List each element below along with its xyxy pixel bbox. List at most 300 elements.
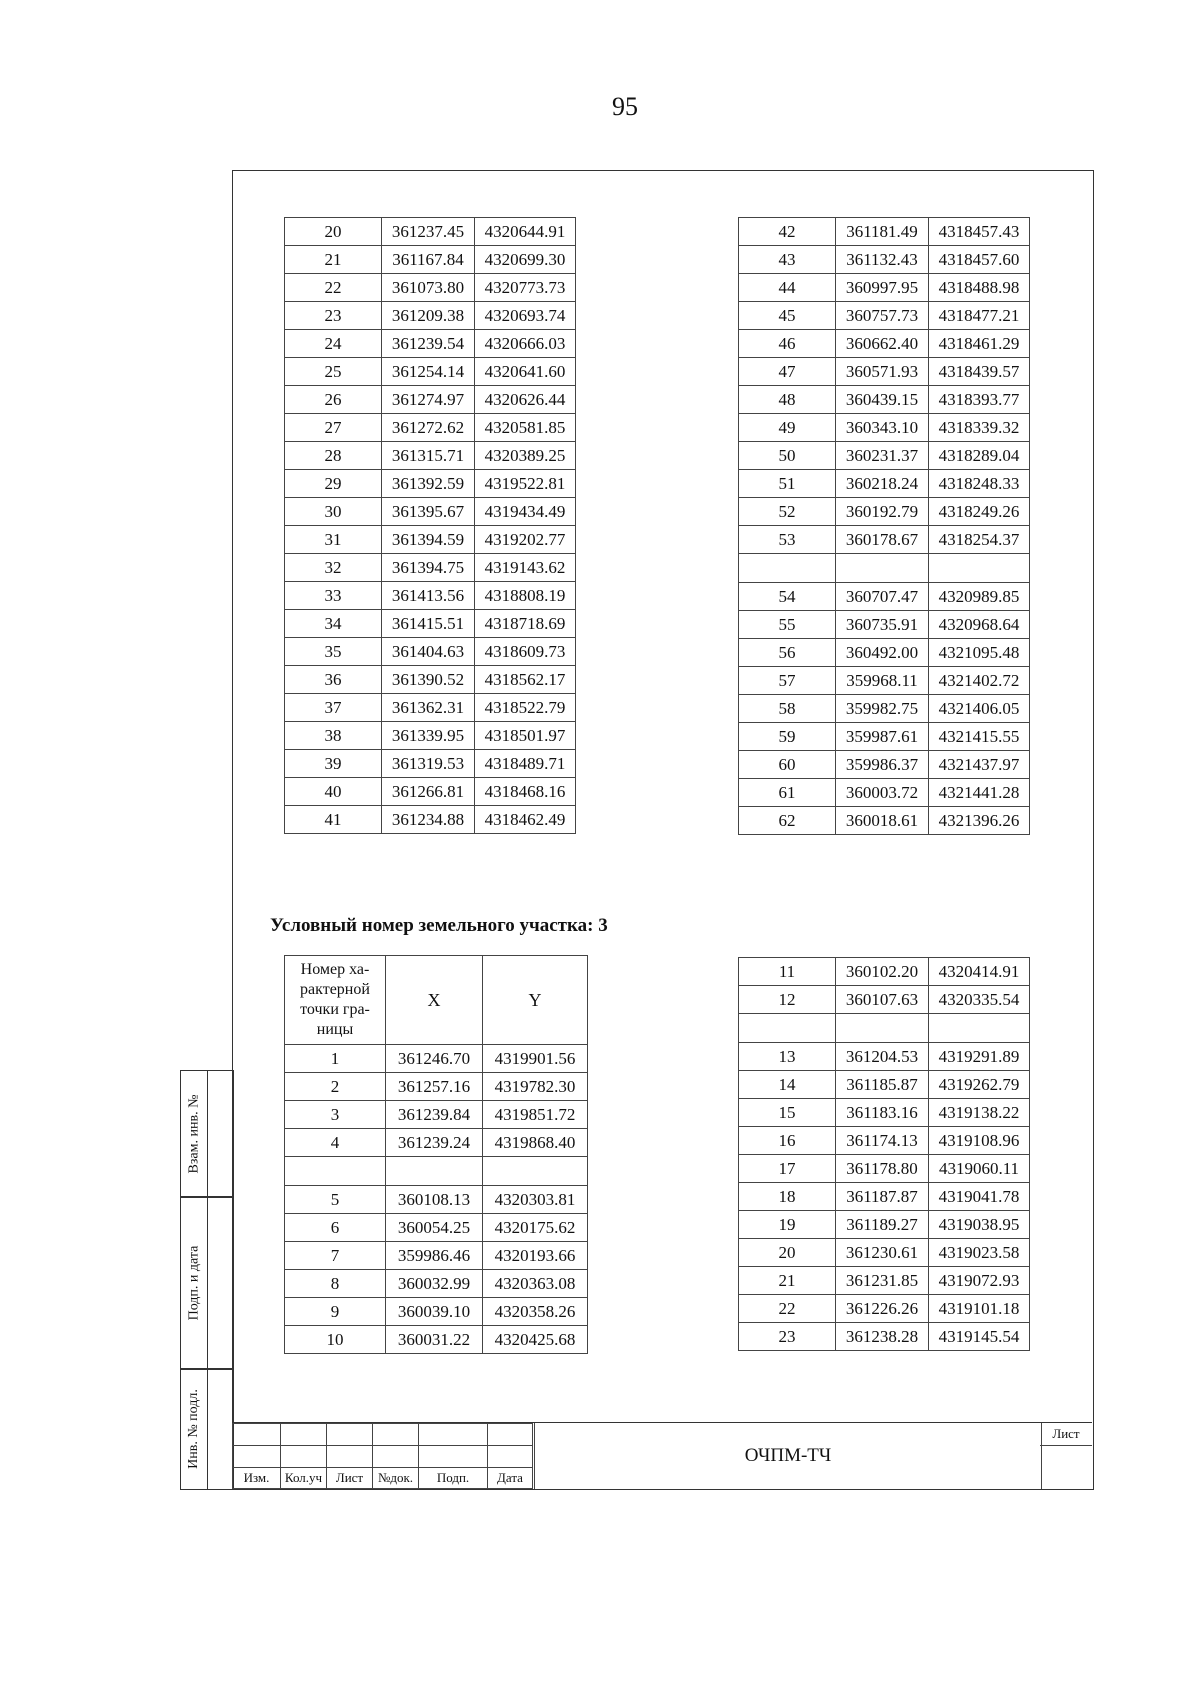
table-row [739,358,1030,386]
table-row [285,1298,588,1326]
x-coordinate-cell [836,554,929,583]
y-coordinate-cell: 4319868.40 [483,1129,588,1157]
x-coordinate-cell: 360003.72 [836,779,929,807]
point-number-cell: 38 [285,722,382,750]
point-number-cell: 36 [285,666,382,694]
point-number-cell: 51 [739,470,836,498]
y-coordinate-cell: 4320303.81 [483,1186,588,1214]
y-coordinate-cell: 4318468.16 [475,778,576,806]
x-coordinate-cell: 359987.61 [836,723,929,751]
table-row [285,1073,588,1101]
side-stamp-label: Подп. и дата [186,1245,202,1321]
sheet-label: Лист [1040,1423,1092,1446]
x-coordinate-cell: 361239.54 [382,330,475,358]
point-number-cell: 13 [739,1043,836,1071]
table-row [739,1211,1030,1239]
x-coordinate-cell: 359968.11 [836,667,929,695]
x-coordinate-cell: 360735.91 [836,611,929,639]
point-number-cell: 18 [739,1183,836,1211]
x-coordinate-cell: 359986.37 [836,751,929,779]
coordinates-table-top-right [738,217,1030,835]
table-row [285,1045,588,1073]
table-row [739,807,1030,835]
x-coordinate-cell [836,1014,929,1043]
side-stamp-cell-original-inventory [180,1368,234,1490]
point-number-cell: 42 [739,218,836,246]
table-row [739,526,1030,554]
y-coordinate-cell: 4320989.85 [929,583,1030,611]
point-number-cell: 31 [285,526,382,554]
x-coordinate-cell: 361174.13 [836,1127,929,1155]
table-row [739,218,1030,246]
x-coordinate-cell: 360218.24 [836,470,929,498]
y-coordinate-cell: 4318718.69 [475,610,576,638]
table-row [285,302,576,330]
point-number-cell: 43 [739,246,836,274]
x-coordinate-cell: 361237.45 [382,218,475,246]
point-number-cell: 10 [285,1326,386,1354]
y-coordinate-cell: 4319851.72 [483,1101,588,1129]
x-coordinate-cell: 360032.99 [386,1270,483,1298]
y-coordinate-cell: 4320414.91 [929,958,1030,986]
table-row [739,386,1030,414]
y-coordinate-cell: 4318254.37 [929,526,1030,554]
table-row [285,470,576,498]
y-coordinate-cell: 4318488.98 [929,274,1030,302]
table-row [285,358,576,386]
y-coordinate-cell: 4318522.79 [475,694,576,722]
point-number-cell: 24 [285,330,382,358]
y-coordinate-cell: 4321396.26 [929,807,1030,835]
x-coordinate-cell: 361226.26 [836,1295,929,1323]
point-number-cell: 3 [285,1101,386,1129]
table-row [285,1186,588,1214]
table-row [285,694,576,722]
x-coordinate-cell: 360492.00 [836,639,929,667]
table-row [285,1326,588,1354]
title-block-column-label: Дата [488,1468,533,1489]
x-coordinate-cell: 361185.87 [836,1071,929,1099]
y-coordinate-cell: 4319108.96 [929,1127,1030,1155]
y-coordinate-cell: 4319901.56 [483,1045,588,1073]
point-number-cell: 28 [285,442,382,470]
x-coordinate-cell: 360997.95 [836,274,929,302]
point-number-cell: 57 [739,667,836,695]
point-number-cell: 4 [285,1129,386,1157]
point-number-cell [739,1014,836,1043]
table-row [739,695,1030,723]
y-coordinate-cell: 4320193.66 [483,1242,588,1270]
point-number-cell: 15 [739,1099,836,1127]
x-coordinate-cell: 361132.43 [836,246,929,274]
table-row [285,778,576,806]
y-coordinate-cell: 4318249.26 [929,498,1030,526]
y-coordinate-cell: 4318609.73 [475,638,576,666]
x-coordinate-cell: 359982.75 [836,695,929,723]
x-coordinate-cell: 361390.52 [382,666,475,694]
point-number-cell: 33 [285,582,382,610]
point-number-cell: 35 [285,638,382,666]
point-number-cell: 12 [739,986,836,1014]
x-coordinate-cell: 360107.63 [836,986,929,1014]
y-coordinate-cell: 4320693.74 [475,302,576,330]
header-y: Y [483,956,588,1045]
y-coordinate-cell: 4320389.25 [475,442,576,470]
point-number-cell: 11 [739,958,836,986]
point-number-cell: 32 [285,554,382,582]
coordinates-table-top-left [284,217,576,834]
section-title: Условный номер земельного участка: 3 [270,915,608,936]
table-row [285,414,576,442]
y-coordinate-cell: 4321402.72 [929,667,1030,695]
x-coordinate-cell: 361246.70 [386,1045,483,1073]
x-coordinate-cell: 361413.56 [382,582,475,610]
table-row [285,1214,588,1242]
point-number-cell: 27 [285,414,382,442]
table-row [739,274,1030,302]
point-number-cell: 48 [739,386,836,414]
point-number-cell: 8 [285,1270,386,1298]
y-coordinate-cell: 4320425.68 [483,1326,588,1354]
point-number-cell: 62 [739,807,836,835]
y-coordinate-cell: 4320335.54 [929,986,1030,1014]
x-coordinate-cell: 361315.71 [382,442,475,470]
point-number-cell: 14 [739,1071,836,1099]
document-code: ОЧПМ-ТЧ [534,1423,1042,1489]
x-coordinate-cell: 361339.95 [382,722,475,750]
side-stamp [180,1070,234,1488]
title-block-column-label: Подп. [419,1468,488,1489]
point-number-cell: 52 [739,498,836,526]
y-coordinate-cell: 4319202.77 [475,526,576,554]
y-coordinate-cell: 4319434.49 [475,498,576,526]
title-block [232,1422,1092,1489]
table-row [739,1323,1030,1351]
x-coordinate-cell: 361404.63 [382,638,475,666]
x-coordinate-cell: 361239.84 [386,1101,483,1129]
table-row [739,442,1030,470]
x-coordinate-cell: 360018.61 [836,807,929,835]
x-coordinate-cell: 361209.38 [382,302,475,330]
x-coordinate-cell: 361415.51 [382,610,475,638]
y-coordinate-cell: 4319138.22 [929,1099,1030,1127]
y-coordinate-cell: 4318477.21 [929,302,1030,330]
table-row [739,1071,1030,1099]
table-row [739,751,1030,779]
point-number-cell: 55 [739,611,836,639]
point-number-cell: 61 [739,779,836,807]
x-coordinate-cell: 360343.10 [836,414,929,442]
x-coordinate-cell: 360192.79 [836,498,929,526]
y-coordinate-cell: 4321415.55 [929,723,1030,751]
y-coordinate-cell: 4318248.33 [929,470,1030,498]
x-coordinate-cell: 361266.81 [382,778,475,806]
x-coordinate-cell: 361392.59 [382,470,475,498]
x-coordinate-cell: 361189.27 [836,1211,929,1239]
point-number-cell: 23 [739,1323,836,1351]
point-number-cell: 34 [285,610,382,638]
point-number-cell: 29 [285,470,382,498]
table-row [285,1242,588,1270]
point-number-cell: 50 [739,442,836,470]
x-coordinate-cell: 360102.20 [836,958,929,986]
y-coordinate-cell: 4320773.73 [475,274,576,302]
x-coordinate-cell: 360039.10 [386,1298,483,1326]
table-row [285,386,576,414]
y-coordinate-cell: 4318462.49 [475,806,576,834]
y-coordinate-cell: 4318562.17 [475,666,576,694]
y-coordinate-cell: 4319291.89 [929,1043,1030,1071]
point-number-cell: 1 [285,1045,386,1073]
table-row [739,498,1030,526]
y-coordinate-cell: 4319145.54 [929,1323,1030,1351]
x-coordinate-cell: 360231.37 [836,442,929,470]
point-number-cell: 58 [739,695,836,723]
y-coordinate-cell: 4318289.04 [929,442,1030,470]
table-row [739,986,1030,1014]
point-number-cell: 44 [739,274,836,302]
x-coordinate-cell: 361274.97 [382,386,475,414]
side-stamp-label: Взам. инв. № [186,1094,201,1174]
point-number-cell [739,554,836,583]
table-row [285,330,576,358]
x-coordinate-cell: 360054.25 [386,1214,483,1242]
table-row-blank [739,554,1030,583]
x-coordinate-cell: 361394.75 [382,554,475,582]
point-number-cell: 17 [739,1155,836,1183]
point-number-cell: 21 [739,1267,836,1295]
point-number-cell: 22 [739,1295,836,1323]
table-row [285,526,576,554]
table-row [739,1155,1030,1183]
y-coordinate-cell: 4319060.11 [929,1155,1030,1183]
x-coordinate-cell: 361181.49 [836,218,929,246]
y-coordinate-cell: 4320644.91 [475,218,576,246]
table-row [739,779,1030,807]
point-number-cell: 20 [739,1239,836,1267]
table-row [739,1127,1030,1155]
x-coordinate-cell: 361362.31 [382,694,475,722]
x-coordinate-cell: 361204.53 [836,1043,929,1071]
x-coordinate-cell: 361257.16 [386,1073,483,1101]
y-coordinate-cell: 4320581.85 [475,414,576,442]
point-number-cell: 21 [285,246,382,274]
point-number-cell: 23 [285,302,382,330]
sheet-cell [1040,1423,1092,1489]
table-row [285,806,576,834]
x-coordinate-cell: 360439.15 [836,386,929,414]
point-number-cell: 19 [739,1211,836,1239]
table-row [285,442,576,470]
point-number-cell: 9 [285,1298,386,1326]
point-number-cell: 5 [285,1186,386,1214]
table-row [739,723,1030,751]
y-coordinate-cell: 4319041.78 [929,1183,1030,1211]
x-coordinate-cell: 361272.62 [382,414,475,442]
y-coordinate-cell: 4318457.60 [929,246,1030,274]
table-row [285,498,576,526]
x-coordinate-cell: 360571.93 [836,358,929,386]
y-coordinate-cell [929,1014,1030,1043]
x-coordinate-cell: 359986.46 [386,1242,483,1270]
table-row [285,218,576,246]
y-coordinate-cell: 4319072.93 [929,1267,1030,1295]
table-row [739,1183,1030,1211]
y-coordinate-cell: 4318808.19 [475,582,576,610]
table-row [739,1239,1030,1267]
point-number-cell: 22 [285,274,382,302]
point-number-cell: 46 [739,330,836,358]
y-coordinate-cell: 4319782.30 [483,1073,588,1101]
x-coordinate-cell: 361394.59 [382,526,475,554]
point-number-cell: 6 [285,1214,386,1242]
title-block-column-label: №док. [373,1468,419,1489]
y-coordinate-cell: 4319101.18 [929,1295,1030,1323]
point-number-cell: 26 [285,386,382,414]
x-coordinate-cell: 360662.40 [836,330,929,358]
y-coordinate-cell: 4318461.29 [929,330,1030,358]
table-row [739,639,1030,667]
table-row [739,1043,1030,1071]
y-coordinate-cell: 4321406.05 [929,695,1030,723]
table-row-blank [739,1014,1030,1043]
y-coordinate-cell: 4318339.32 [929,414,1030,442]
title-block-column-label: Кол.уч [281,1468,327,1489]
y-coordinate-cell: 4318457.43 [929,218,1030,246]
table-row [739,470,1030,498]
table-row [739,330,1030,358]
coordinates-table-bottom-left [284,955,588,1354]
point-number-cell: 54 [739,583,836,611]
point-number-cell: 39 [285,750,382,778]
y-coordinate-cell: 4320358.26 [483,1298,588,1326]
y-coordinate-cell: 4320699.30 [475,246,576,274]
y-coordinate-cell: 4321441.28 [929,779,1030,807]
x-coordinate-cell: 361234.88 [382,806,475,834]
table-row [285,274,576,302]
table-row [285,610,576,638]
table-row [285,638,576,666]
x-coordinate-cell: 361231.85 [836,1267,929,1295]
table-row [739,414,1030,442]
side-stamp-label: Инв. № подл. [186,1389,201,1469]
y-coordinate-cell: 4320175.62 [483,1214,588,1242]
table-row [285,554,576,582]
revision-grid [232,1423,533,1489]
x-coordinate-cell: 361167.84 [382,246,475,274]
point-number-cell: 49 [739,414,836,442]
y-coordinate-cell: 4318489.71 [475,750,576,778]
table-row [739,667,1030,695]
x-coordinate-cell: 361073.80 [382,274,475,302]
table-row-blank [285,1157,588,1186]
table-row [285,582,576,610]
point-number-cell: 53 [739,526,836,554]
y-coordinate-cell [483,1157,588,1186]
x-coordinate-cell: 361230.61 [836,1239,929,1267]
x-coordinate-cell: 361178.80 [836,1155,929,1183]
x-coordinate-cell: 360757.73 [836,302,929,330]
page-number: 95 [612,92,638,121]
point-number-cell: 2 [285,1073,386,1101]
table-row [285,1129,588,1157]
x-coordinate-cell: 361239.24 [386,1129,483,1157]
y-coordinate-cell: 4320968.64 [929,611,1030,639]
x-coordinate-cell: 361238.28 [836,1323,929,1351]
table-row [739,611,1030,639]
title-block-column-label: Изм. [233,1468,281,1489]
header-point-number: Номер ха-рактерной точки гра-ницы [285,956,386,1045]
table-row [739,246,1030,274]
side-stamp-cell-replacement [180,1070,234,1198]
point-number-cell: 16 [739,1127,836,1155]
table-row [285,666,576,694]
y-coordinate-cell: 4319262.79 [929,1071,1030,1099]
table-row [285,246,576,274]
y-coordinate-cell: 4320666.03 [475,330,576,358]
point-number-cell: 7 [285,1242,386,1270]
header-x: X [386,956,483,1045]
x-coordinate-cell [386,1157,483,1186]
point-number-cell: 25 [285,358,382,386]
point-number-cell: 59 [739,723,836,751]
y-coordinate-cell: 4321095.48 [929,639,1030,667]
point-number-cell: 41 [285,806,382,834]
point-number-cell: 37 [285,694,382,722]
x-coordinate-cell: 360108.13 [386,1186,483,1214]
table-row [739,583,1030,611]
y-coordinate-cell: 4318439.57 [929,358,1030,386]
x-coordinate-cell: 361183.16 [836,1099,929,1127]
table-row [739,958,1030,986]
point-number-cell: 20 [285,218,382,246]
x-coordinate-cell: 361319.53 [382,750,475,778]
table-row [285,750,576,778]
table-row [739,1267,1030,1295]
table-row [739,1099,1030,1127]
y-coordinate-cell: 4320626.44 [475,386,576,414]
side-stamp-cell-signature-date [180,1196,234,1370]
y-coordinate-cell: 4320363.08 [483,1270,588,1298]
title-block-column-label: Лист [327,1468,373,1489]
y-coordinate-cell [929,554,1030,583]
x-coordinate-cell: 360707.47 [836,583,929,611]
x-coordinate-cell: 360031.22 [386,1326,483,1354]
table-row [285,1270,588,1298]
x-coordinate-cell: 360178.67 [836,526,929,554]
table-row [739,1295,1030,1323]
point-number-cell: 45 [739,302,836,330]
y-coordinate-cell: 4318393.77 [929,386,1030,414]
point-number-cell: 30 [285,498,382,526]
point-number-cell [285,1157,386,1186]
y-coordinate-cell: 4321437.97 [929,751,1030,779]
point-number-cell: 47 [739,358,836,386]
y-coordinate-cell: 4318501.97 [475,722,576,750]
y-coordinate-cell: 4319522.81 [475,470,576,498]
y-coordinate-cell: 4319143.62 [475,554,576,582]
point-number-cell: 40 [285,778,382,806]
point-number-cell: 56 [739,639,836,667]
coordinates-table-bottom-right [738,957,1030,1351]
y-coordinate-cell: 4320641.60 [475,358,576,386]
x-coordinate-cell: 361395.67 [382,498,475,526]
y-coordinate-cell: 4319038.95 [929,1211,1030,1239]
table-row [285,722,576,750]
table-row [739,302,1030,330]
point-number-cell: 60 [739,751,836,779]
y-coordinate-cell: 4319023.58 [929,1239,1030,1267]
